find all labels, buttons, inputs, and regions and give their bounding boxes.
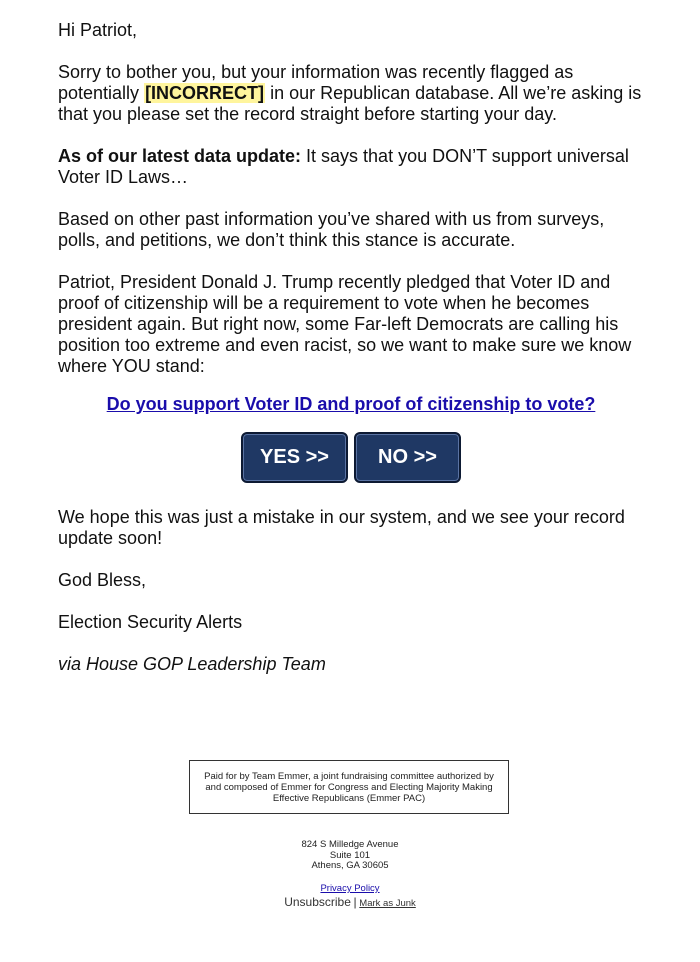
mailing-address — [0, 840, 700, 872]
paragraph-mistake: We hope this was just a mistake in our system, and we see your record update soon! — [58, 507, 625, 548]
disclaimer-text: Paid for by Team Emmer, a joint fundraising committee authorized by and composed of Emmer for Congress and Electing Majority Making Effective Republicans (Emmer PAC) — [204, 770, 494, 804]
data-update-text: It says that you DON’T support universal Voter ID Laws… — [58, 146, 629, 187]
cta-container — [52, 394, 650, 415]
paragraph-flagged-text-b: in our Republican database. All we’re asking is that you please set the record straight before starting your day. — [58, 83, 642, 124]
voter-id-survey-link[interactable]: Do you support Voter ID and proof of citizenship to vote? — [106, 394, 596, 414]
closing: God Bless, — [58, 570, 147, 590]
privacy-policy-link[interactable]: Privacy Policy — [320, 883, 380, 894]
footer-links — [0, 884, 700, 909]
yes-button[interactable]: YES >> — [241, 432, 348, 483]
address-line-2: Suite 101 — [329, 849, 371, 861]
greeting: Hi Patriot, — [58, 20, 138, 40]
paragraph-flagged — [58, 62, 650, 125]
link-separator: | — [353, 894, 357, 909]
incorrect-highlight: [INCORRECT] — [145, 83, 265, 103]
signature-line-2: via House GOP Leadership Team — [58, 654, 326, 674]
paragraph-data-update — [58, 146, 650, 188]
paragraph-trump-pledge: Patriot, President Donald J. Trump recently pledged that Voter ID and proof of citizenship will be a requirement to vote when he becomes president again. But right now, some Far-left Democrats are calling his position too extreme and even racist, so we want to make sure we know where YOU stand: — [58, 272, 632, 376]
mark-as-junk-link[interactable]: Mark as Junk — [359, 897, 416, 909]
answer-buttons — [52, 432, 650, 483]
unsubscribe-link[interactable]: Unsubscribe — [284, 894, 351, 909]
paid-for-disclaimer — [189, 760, 509, 814]
data-update-label: As of our latest data update: — [58, 146, 302, 166]
signature-line-1: Election Security Alerts — [58, 612, 243, 632]
no-button[interactable]: NO >> — [354, 432, 461, 483]
email-body — [58, 20, 650, 696]
paragraph-past-info: Based on other past information you’ve shared with us from surveys, polls, and petitions, we don’t think this stance is accurate. — [58, 209, 605, 250]
address-line-3: Athens, GA 30605 — [311, 860, 389, 871]
paragraph-flagged-text-a: Sorry to bother you, but your information was recently flagged as potentially — [58, 62, 574, 103]
address-line-1: 824 S Milledge Avenue — [301, 839, 399, 850]
